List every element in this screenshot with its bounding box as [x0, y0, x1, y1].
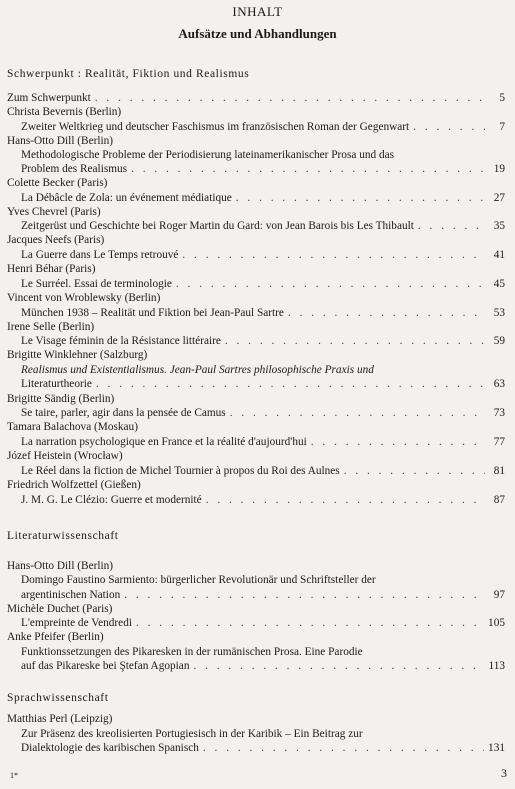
entry-title: Zeitgerüst und Geschichte bei Roger Martin du Gard: von Jean Barois bis Les Thibault [21, 220, 414, 232]
page-number: 45 [493, 278, 505, 290]
entry-author: Jacques Neefs (Paris) [7, 234, 105, 246]
entry-title: Se taire, parler, agir dans la pensée de Camus [21, 407, 226, 419]
entry-title: argentinischen Nation [21, 589, 121, 601]
entry-title: La Guerre dans Le Temps retrouvé [21, 249, 179, 261]
entry-title: J. M. G. Le Clézio: Guerre et modernité [21, 494, 202, 506]
section-heading-literaturwissenschaft: Literaturwissenschaft [7, 530, 119, 542]
entry-author: Hans-Otto Dill (Berlin) [7, 135, 114, 147]
entry-author: Brigitte Winklehner (Salzburg) [7, 349, 148, 361]
toc-entry [21, 436, 505, 448]
entry-title: Le Visage féminin de la Résistance littéraire [21, 335, 221, 347]
leader-dots [95, 92, 485, 104]
page-number: 87 [493, 494, 505, 506]
leader-dots [418, 220, 485, 232]
toc-entry [21, 121, 505, 133]
leader-dots [182, 249, 485, 261]
page-number: 73 [493, 407, 505, 419]
toc-entry [21, 307, 505, 319]
leader-dots [203, 742, 484, 754]
entry-author: Vincent von Wroblewsky (Berlin) [7, 292, 161, 304]
toc-entry [21, 617, 505, 629]
toc-entry [21, 407, 505, 419]
page-number: 131 [488, 742, 505, 754]
page-number: 41 [493, 249, 505, 261]
entry-author: Friedrich Wolfzettel (Gießen) [7, 479, 141, 491]
entry-title-line: Funktionssetzungen des Pikaresken in der rumänischen Prosa. Eine Parodie [21, 646, 363, 658]
toc-entry [21, 249, 505, 261]
page-number: 53 [493, 307, 505, 319]
footer-page-number: 3 [501, 766, 507, 780]
page-number: 7 [499, 121, 505, 133]
entry-author: Christa Bevernis (Berlin) [7, 106, 122, 118]
entry-title: Zweiter Weltkrieg und deutscher Faschismus im französischen Roman der Gegenwart [21, 121, 410, 133]
toc-entry [21, 163, 505, 175]
entry-author: Anke Pfeifer (Berlin) [7, 631, 104, 643]
entry-author: Tamara Balachova (Moskau) [7, 421, 138, 433]
section-heading-schwerpunkt: Schwerpunkt : Realität, Fiktion und Realismus [7, 68, 250, 80]
entry-author: Brigitte Sändig (Berlin) [7, 393, 115, 405]
toc-entry [21, 378, 505, 390]
entry-author: Matthias Perl (Leipzig) [7, 713, 113, 725]
toc-entry [21, 192, 505, 204]
leader-dots [176, 278, 485, 290]
entry-author: Michèle Duchet (Paris) [7, 603, 113, 615]
toc-entry [21, 660, 505, 672]
toc-entry [7, 92, 505, 104]
entry-title-line: Domingo Faustino Sarmiento: bürgerlicher Revolutionär und Schriftsteller der [21, 574, 376, 586]
entry-author: Henri Béhar (Paris) [7, 263, 96, 275]
page-number: 5 [499, 92, 505, 104]
entry-title: Dialektologie des karibischen Spanisch [21, 742, 199, 754]
page-number: 97 [493, 589, 505, 601]
page-number: 27 [493, 192, 505, 204]
page-number: 63 [493, 378, 505, 390]
entry-author: Yves Chevrel (Paris) [7, 206, 101, 218]
entry-title: La narration psychologique en France et la réalité d'aujourd'hui [21, 436, 307, 448]
leader-dots [136, 617, 484, 629]
leader-dots [311, 436, 485, 448]
entry-author: Colette Becker (Paris) [7, 177, 108, 189]
entry-title: La Débâcle de Zola: un événement médiatique [21, 192, 232, 204]
toc-entry [21, 278, 505, 290]
page-subtitle: Aufsätze und Abhandlungen [178, 26, 337, 41]
leader-dots [413, 121, 485, 133]
entry-title-line: Realismus und Existentialismus. Jean-Paul Sartres philosophische Praxis und [21, 364, 374, 376]
entry-author: Józef Heistein (Wrocław) [7, 450, 123, 462]
leader-dots [131, 163, 485, 175]
page-title: INHALT [232, 4, 283, 19]
toc-entry [21, 465, 505, 477]
leader-dots [230, 407, 485, 419]
leader-dots [124, 589, 485, 601]
leader-dots [96, 378, 485, 390]
toc-entry [21, 494, 505, 506]
page-number: 35 [493, 220, 505, 232]
entry-title: auf das Pikareske bei Ştefan Agopian [21, 660, 190, 672]
entry-title: München 1938 – Realität und Fiktion bei Jean-Paul Sartre [21, 307, 284, 319]
leader-dots [288, 307, 485, 319]
toc-entry [21, 220, 505, 232]
page-number: 59 [493, 335, 505, 347]
toc-entry [21, 589, 505, 601]
leader-dots [225, 335, 485, 347]
page-number: 81 [493, 465, 505, 477]
leader-dots [206, 494, 485, 506]
leader-dots [344, 465, 485, 477]
entry-title: L'empreinte de Vendredi [21, 617, 132, 629]
entry-title: Le Surréel. Essai de terminologie [21, 278, 172, 290]
entry-author: Irene Selle (Berlin) [7, 321, 95, 333]
toc-entry [21, 742, 505, 754]
printer-signature: 1* [10, 771, 18, 780]
entry-title: Literaturtheorie [21, 378, 92, 390]
entry-author: Hans-Otto Dill (Berlin) [7, 560, 114, 572]
entry-title: Problem des Realismus [21, 163, 128, 175]
leader-dots [236, 192, 485, 204]
entry-title-line: Methodologische Probleme der Periodisierung lateinamerikanischer Prosa und das [21, 149, 395, 161]
page-number: 113 [488, 660, 505, 672]
leader-dots [193, 660, 484, 672]
page-number: 19 [493, 163, 505, 175]
entry-title-line: Zur Präsenz des kreolisierten Portugiesisch in der Karibik – Ein Beitrag zur [21, 728, 363, 740]
section-heading-sprachwissenschaft: Sprachwissenschaft [7, 692, 109, 704]
entry-title: Zum Schwerpunkt [7, 92, 91, 104]
page-number: 77 [493, 436, 505, 448]
entry-title: Le Réel dans la fiction de Michel Tournier à propos du Roi des Aulnes [21, 465, 340, 477]
toc-entry [21, 335, 505, 347]
page-number: 105 [488, 617, 505, 629]
